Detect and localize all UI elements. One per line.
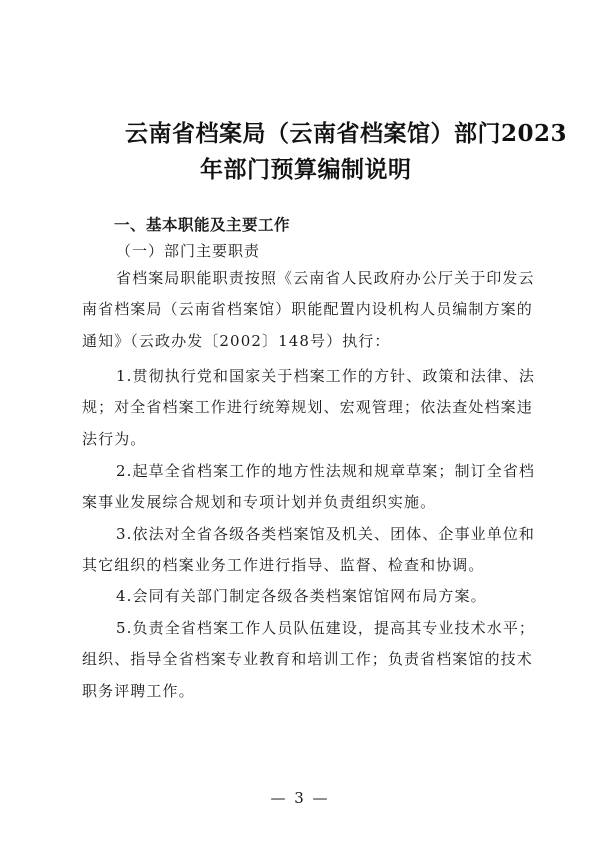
intro-line-3: 通知》（云政办发〔2002〕148号）执行： — [82, 332, 391, 350]
item-4-line-1: 4.会同有关部门制定各级各类档案馆馆网布局方案。 — [116, 587, 487, 605]
intro-line-1: 省档案局职能职责按照《云南省人民政府办公厅关于印发云 — [116, 269, 535, 287]
item-5-line-3: 职务评聘工作。 — [82, 682, 195, 700]
document-title-line-2: 年部门预算编制说明 — [200, 156, 412, 183]
item-5-line-1: 5.负责全省档案工作人员队伍建设，提高其专业技术水平； — [116, 619, 536, 637]
subsection-heading: （一）部门主要职责 — [116, 242, 261, 260]
item-3-line-1: 3.依法对全省各级各类档案馆及机关、团体、企事业单位和 — [116, 525, 536, 543]
intro-line-2: 南省档案局（云南省档案馆）职能配置内设机构人员编制方案的 — [82, 300, 533, 318]
item-1-line-2: 规；对全省档案工作进行统筹规划、宏观管理；依法查处档案违 — [82, 398, 533, 416]
item-3-line-2: 其它组织的档案业务工作进行指导、监督、检查和协调。 — [82, 556, 485, 574]
document-title-line-1: 云南省档案局（云南省档案馆）部门2023 — [125, 120, 568, 147]
item-2-line-2: 案事业发展综合规划和专项计划并负责组织实施。 — [82, 493, 437, 511]
item-2-line-1: 2.起草全省档案工作的地方性法规和规章草案；制订全省档 — [116, 462, 536, 480]
item-1-line-3: 法行为。 — [82, 430, 147, 448]
item-1-line-1: 1.贯彻执行党和国家关于档案工作的方针、政策和法律、法 — [116, 367, 536, 385]
page-number: — 3 — — [270, 789, 330, 807]
item-5-line-2: 组织、指导全省档案专业教育和培训工作；负责省档案馆的技术 — [82, 650, 533, 668]
section-heading: 一、基本职能及主要工作 — [114, 216, 291, 234]
